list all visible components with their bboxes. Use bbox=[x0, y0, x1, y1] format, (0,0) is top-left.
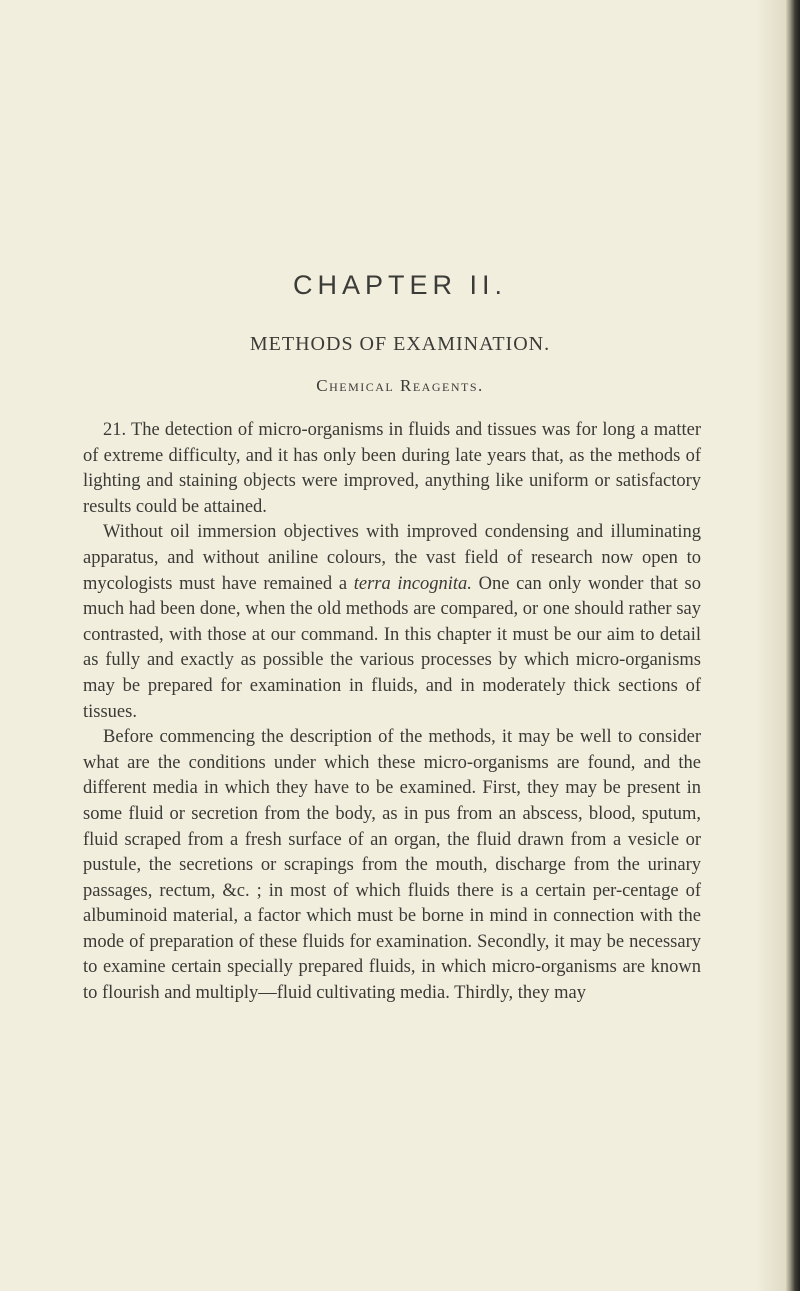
chapter-title: CHAPTER II. bbox=[292, 270, 508, 300]
italic-phrase: terra incognita. bbox=[353, 573, 472, 594]
page-edge bbox=[786, 0, 800, 1291]
paragraph-text: One can only wonder that so much had been done, when the old methods are compared, or one should rather say contrasted, with those at our command. In this chapter it must be our aim to detail as fully and exactly as possible the various processes by which micro-organisms may be prepared for examination in fluids, and in moderately thick sections of tissues. bbox=[83, 573, 701, 722]
page-shadow bbox=[756, 0, 786, 1291]
paragraph-before-commencing bbox=[83, 725, 701, 1007]
paragraph-text: Without oil immersion objectives with improved condensing and illuminating apparatus, and without aniline colours, the vast field of research now open to mycologists must have remained a bbox=[83, 522, 701, 594]
paragraph-number: 21. bbox=[103, 420, 127, 440]
paragraph-text: Before commencing the description of the methods, it may be well to consider what are the conditions under which these micro-organisms are found, and the different media in which they have to be examined. First, they may be present in some fluid or secretion from the body, as in pus from an abscess, blood, sputum, fluid scraped from a fresh surface of an organ, the fluid drawn from a vesicle or pustule, the secretions or scrapings from the mouth, discharge from the urinary passages, rectum, &c. ; in most of which fluids there is a certain per-centage of albuminoid material, a factor which must be borne in mind in connection with the mode of preparation of these fluids for examination. Secondly, it may be necessary to examine certain specially prepared fluids, in which micro-organisms are known to flourish and multiply—fluid cultivating media. Thirdly, they may bbox=[83, 727, 701, 1004]
section-title: METHODS OF EXAMINATION. bbox=[249, 333, 551, 355]
paragraph-text: The detection of micro-organisms in fluids and tissues was for long a matter of extreme difficulty, and it has only been during late years that, as the methods of lighting and staining objects were improved, anything like uniform or satisfactory results could be attained. bbox=[83, 420, 702, 517]
subsection-title: Chemical Reagents. bbox=[316, 376, 484, 395]
paragraph-21 bbox=[83, 418, 701, 520]
paragraph-oil-immersion bbox=[83, 520, 701, 725]
body-text bbox=[83, 418, 701, 1007]
